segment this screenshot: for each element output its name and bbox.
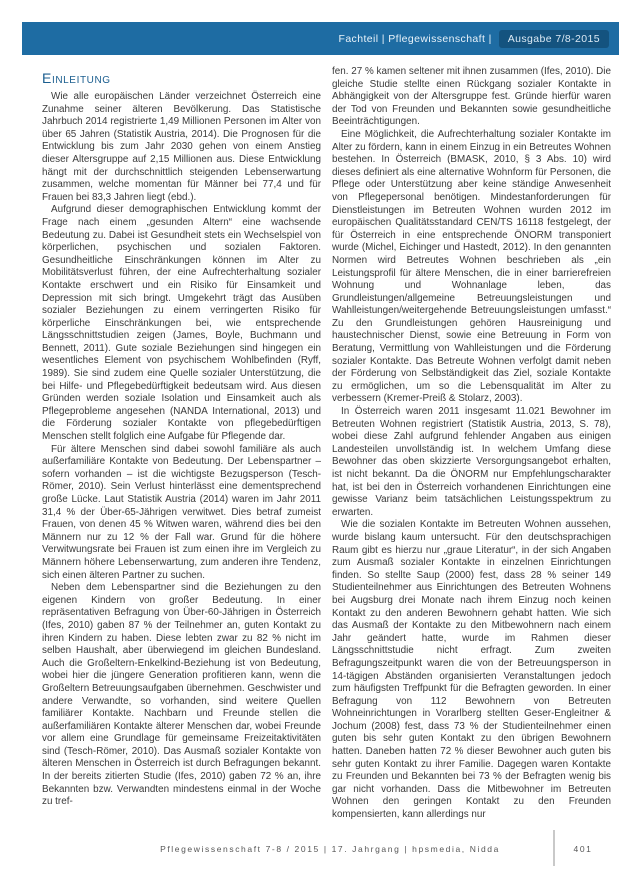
paragraph-betreutes-wohnen-definition: Eine Möglichkeit, die Aufrechterhaltung sozialer Kontakte im Alter zu fördern, kann in einem Einzug in ein Betreutes Wohnen bestehen. In Österreich (BMASK, 2010, § 3 Abs. 10) wird dieses definiert als eine alternative Wohnform für Personen, die Pflege oder Unterstützung aber keine ständige Anwesenheit von Pflegepersonal benötigen. Mindestanforderungen für Dienstleistungen im Betreuten Wohnen wurden 2012 im europäischen Qualitätsstandard CEN/TS 16118 festgelegt, der für Österreich in eine entsprechende ÖNORM transponiert wurde (Michel, Eichinger und Hastedt, 2012). In den genannten Normen wird Betreutes Wohnen beschrieben als „ein Leistungsprofil für ältere Menschen, die in einer barrierefreien Wohnung und Wohnanlage leben, das Grundleistungen/allgemeine Betreuungsleistungen und Wahlleistungen/weitergehende Betreuungsleistungen umfasst.“ Zu den Grundleistungen gehören Hausreinigung und haustechnischer Dienst, sowie eine Betreuung in Form von Beratung, Vermittlung von Wahlleistungen und die Förderung sozialer Kontakte. Das Betreute Wohnen verfolgt damit neben der Förderung von Selbständigkeit das Ziel, soziale Kontakte zu ermöglichen, um so die Lebensqualität im Alter zu verbessern (Kremer-Preiß & Stolarz, 2003). <box>332 128 611 405</box>
issue-badge: Ausgabe 7/8-2015 <box>499 30 609 48</box>
left-column <box>42 66 321 809</box>
page-footer <box>0 840 642 870</box>
section-heading: Einleitung <box>42 70 111 86</box>
paragraph-research-state: Wie die sozialen Kontakte im Betreuten Wohnen aussehen, wurde bislang kaum untersucht. Für den deutschsprachigen Raum gibt es hierzu nur „graue Literatur“, in der sich Angaben zum Ausmaß sozialer Kontakte in einzelnen Einrichtungen finden. So stellte Saup (2000) fest, dass 28 % seiner 149 Studienteilnehmer aus Einrichtungen des Betreuten Wohnens bei Augsburg drei Monate nach ihrem Einzug noch keinen Kontakt zu den anderen Bewohnern gehabt hatten. Wie sich das Ausmaß der Kontakte zu den Mitbewohnern nach einem Jahr geändert hatte, wurde im Rahmen dieser Längsschnittstudie nicht erfragt. Zum zweiten Befragungszeitpunkt waren die von der Betreuungsperson in 14-tägigen Abständen organisierten Veranstaltungen jedoch zum häufigsten Treffpunkt für die Befragten geworden. In einer Befragung von 112 Bewohnern von Betreuten Wohneinrichtungen in Vorarlberg stellten Geser-Engleitner & Jochum (2008) fest, dass 73 % der Studienteilnehmer einen guten bis sehr guten Kontakt zu den übrigen Bewohnern hatten. Daneben hatten 72 % dieser Bewohner auch guten bis sehr guten Kontakt zu ihrer Familie. Dagegen waren Kontakte zu Freunden und Bekannten bei 73 % der Befragten wenig bis gar nicht vorhanden. Dass die Mitbewohner im Betreuten Wohnen den geringen Kontakt zu den Freunden kompensierten, kann allerdings nur <box>332 519 611 821</box>
right-column <box>332 66 611 822</box>
header-bar <box>22 22 619 55</box>
header-journal-label: Fachteil | Pflegewissenschaft | <box>338 32 492 45</box>
paragraph-intro-demographics: Wie alle europäischen Länder verzeichnet Österreich eine Zunahme seiner älteren Bevölkerung. Das Statistische Jahrbuch 2014 registrierte 1,49 Millionen Personen im Alter von über 65 Jahren (Statistik Austria, 2014). Die Prognosen für die Entwicklung bis zum Jahr 2030 gehen von einem Anstieg dieser Altersgruppe auf 2,15 Millionen aus. Diese Entwicklung hängt mit der durchschnittlich steigenden Lebenserwartung zusammen, welche momentan für Männer bei 77,4 und für Frauen bei 83,3 Jahren liegt (ebd.). <box>42 91 321 203</box>
paragraph-austria-residents: In Österreich waren 2011 insgesamt 11.021 Bewohner im Betreuten Wohnen registriert (Statistik Austria, 2013, S. 78), wobei diese Zahl aufgrund fehlender Angaben aus einigen Landesteilen unvollständig ist. In welchem Umfang diese Bewohner das oben skizzierte Versorgungsangebot erhalten, ist nicht bekannt. Da die ÖNORM nur Empfehlungscharakter hat, ist bei den in Österreich vorhandenen Einrichtungen eine gewisse Varianz beim tatsächlichen Leistungsspektrum zu erwarten. <box>332 406 611 518</box>
footer-journal-info: Pflegewissenschaft 7-8 / 2015 | 17. Jahrgang | hpsmedia, Nidda <box>160 844 500 854</box>
paragraph-children-relations: Neben dem Lebenspartner sind die Beziehungen zu den eigenen Kindern von großer Bedeutung. In einer repräsentativen Befragung von Über-60-Jährigen in Österreich (Ifes, 2010) gaben 87 % der Teilnehmer an, guten Kontakt zu ihren Kindern zu haben. Diese lebten zwar zu 82 % nicht im selben Haushalt, aber überwiegend im gleichen Bundesland. Auch die Großeltern-Enkelkind-Beziehung ist von Bedeutung, wobei hier die jüngere Generation profitieren kann, wenn die Großeltern Betreuungsaufgaben übernehmen. Geschwister und andere Verwandte, so vorhanden, sind weitere Quellen familiärer Kontakte. Nachbarn und Freunde stellen die außerfamiliären Kontakte älterer Menschen dar, wobei Freunde vor allem eine Grundlage für gemeinsame Freizeitaktivitäten sind (Tesch-Römer, 2010). Das Ausmaß sozialer Kontakte von älteren Menschen in Österreich ist durch Befragungen bekannt. In der bereits zitierten Studie (Ifes, 2010) gaben 72 % an, ihre Bekannten bzw. Verwandten mindestens einmal in der Woche zu tref- <box>42 582 321 808</box>
paragraph-healthy-aging: Aufgrund dieser demographischen Entwicklung kommt der Frage nach einem „gesunden Altern“ eine wachsende Bedeutung zu. Dabei ist Gesundheit stets ein Wechselspiel von körperlichen, psychischen und sozialen Faktoren. Gesundheitliche Einschränkungen können im Alter zu Mobilitätsverlust führen, der eine Aufrechterhaltung sozialer Kontakte erschwert und ein Risiko für Einsamkeit und Depression mit sich bringt. Umgekehrt trägt das Ausüben sozialer Beziehungen zu einem verringerten Risiko für körperliche Einschränkungen bei, wie entsprechende Längsschnittstudien zeigen (James, Boyle, Buchmann und Bennett, 2011). Gute soziale Beziehungen sind hingegen ein wesentliches Element von psychischem Wohlbefinden (Ryff, 1989). Sie sind zudem eine Quelle sozialer Unterstützung, die bei Hilfe- und Pflegebedürftigkeit bedeutsam wird. Aus diesen Gründen werden soziale Isolation und Einsamkeit auch als Pflegeprobleme angesehen (NANDA International, 2013) und die Förderung sozialer Kontakte von pflegebedürftigen Menschen stellt folglich eine Aufgabe für Pflegende dar. <box>42 204 321 443</box>
page-number: 401 <box>573 844 593 854</box>
footer-divider <box>553 830 555 866</box>
paragraph-family-contacts: Für ältere Menschen sind dabei sowohl familiäre als auch außerfamiliäre Kontakte von Bedeutung. Der Lebenspartner – sofern vorhanden – ist die wichtigste Bezugsperson (Tesch-Römer, 2010). Sein Verlust hinterlässt eine dementsprechend große Lücke. Laut Statistik Austria (2014) waren im Jahr 2011 31,4 % der Über-65-Jährigen verwitwet. Dies betraf zumeist Frauen, von denen 45 % Witwen waren, während dies bei den Männern nur zu 12 % der Fall war. Grund für die höhere Verwitwungsrate bei Frauen ist zum einen ihre im Vergleich zu Männern höhere Lebenserwartung, zum anderen ihre Tendenz, sich einen älteren Partner zu suchen. <box>42 443 321 581</box>
paragraph-contact-frequency: fen. 27 % kamen seltener mit ihnen zusammen (Ifes, 2010). Die gleiche Studie stellte einen Rückgang sozialer Kontakte in Abhängigkeit von der Altersgruppe fest. Gründe hierfür waren der Tod von Freunden und Bekannten sowie gesundheitliche Beeinträchtigungen. <box>332 66 611 128</box>
